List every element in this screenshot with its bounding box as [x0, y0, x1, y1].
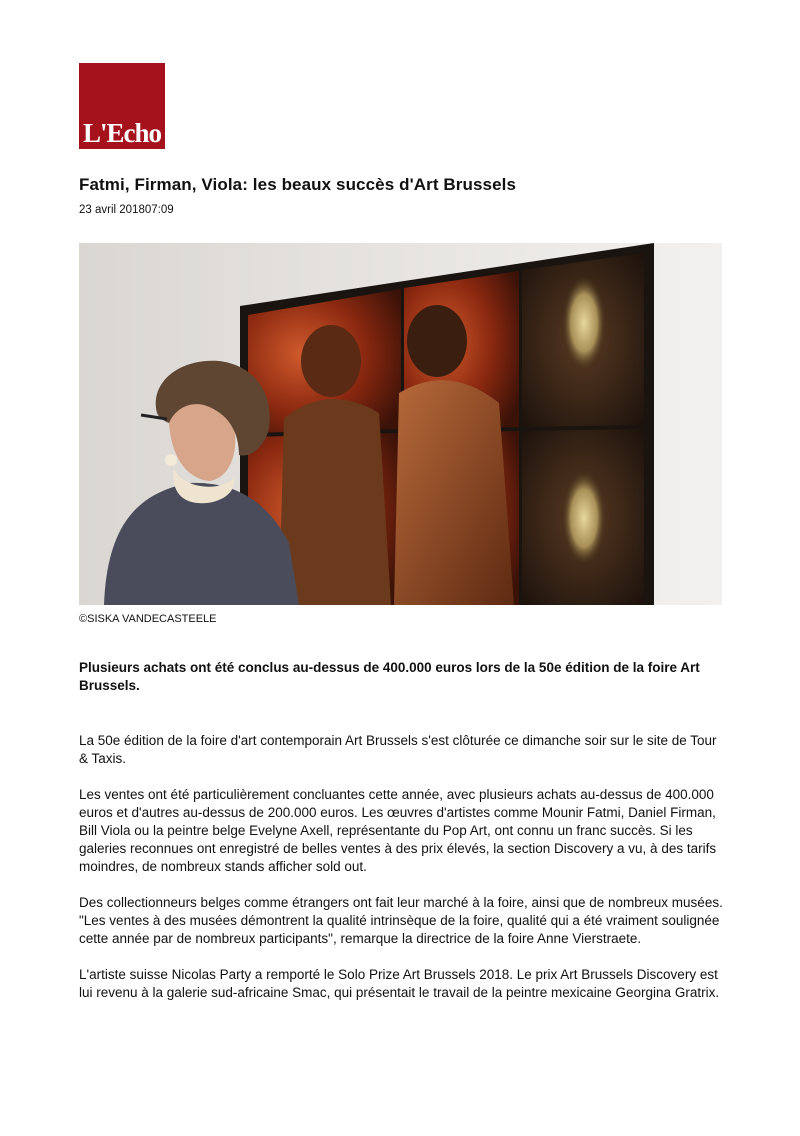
article-body	[79, 732, 725, 1020]
image-credit: ©SISKA VANDECASTEELE	[79, 613, 217, 625]
article-dateline: 23 avril 201807:09	[79, 204, 174, 216]
article-title: Fatmi, Firman, Viola: les beaux succès d'Art Brussels	[79, 175, 517, 194]
logo-text: L'Echo	[82, 118, 162, 148]
lecho-logo[interactable]	[79, 63, 165, 149]
article-photo	[79, 243, 722, 605]
article-lead: Plusieurs achats ont été conclus au-dessus de 400.000 euros lors de la 50e édition de la foire Art Brussels.	[79, 660, 700, 693]
paragraph: L'artiste suisse Nicolas Party a remporté le Solo Prize Art Brussels 2018. Le prix Art Brussels Discovery est lui revenu à la galerie sud-africaine Smac, qui présentait le travail de la peintre mexicaine Georgina Gratrix.	[79, 967, 720, 1000]
paragraph: Des collectionneurs belges comme étrangers ont fait leur marché à la foire, ainsi que de nombreux musées. "Les ventes à des musées démontrent la qualité intrinsèque de la foire, qualité qui a été vraiment soulignée cette année par de nombreux participants", remarque la directrice de la foire Anne Vierstraete.	[79, 895, 723, 946]
paragraph: Les ventes ont été particulièrement concluantes cette année, avec plusieurs achats au-dessus de 400.000 euros et d'autres au-dessus de 200.000 euros. Les œuvres d'artistes comme Mounir Fatmi, Daniel Firman, Bill Viola ou la peintre belge Evelyne Axell, représentante du Pop Art, ont connu un franc succès. Si les galeries reconnues ont enregistré de belles ventes à des prix élevés, la section Discovery a vu, à des tarifs moindres, de nombreux stands afficher sold out.	[79, 787, 717, 874]
paragraph: La 50e édition de la foire d'art contemporain Art Brussels s'est clôturée ce dimanche soir sur le site de Tour & Taxis.	[79, 733, 717, 766]
